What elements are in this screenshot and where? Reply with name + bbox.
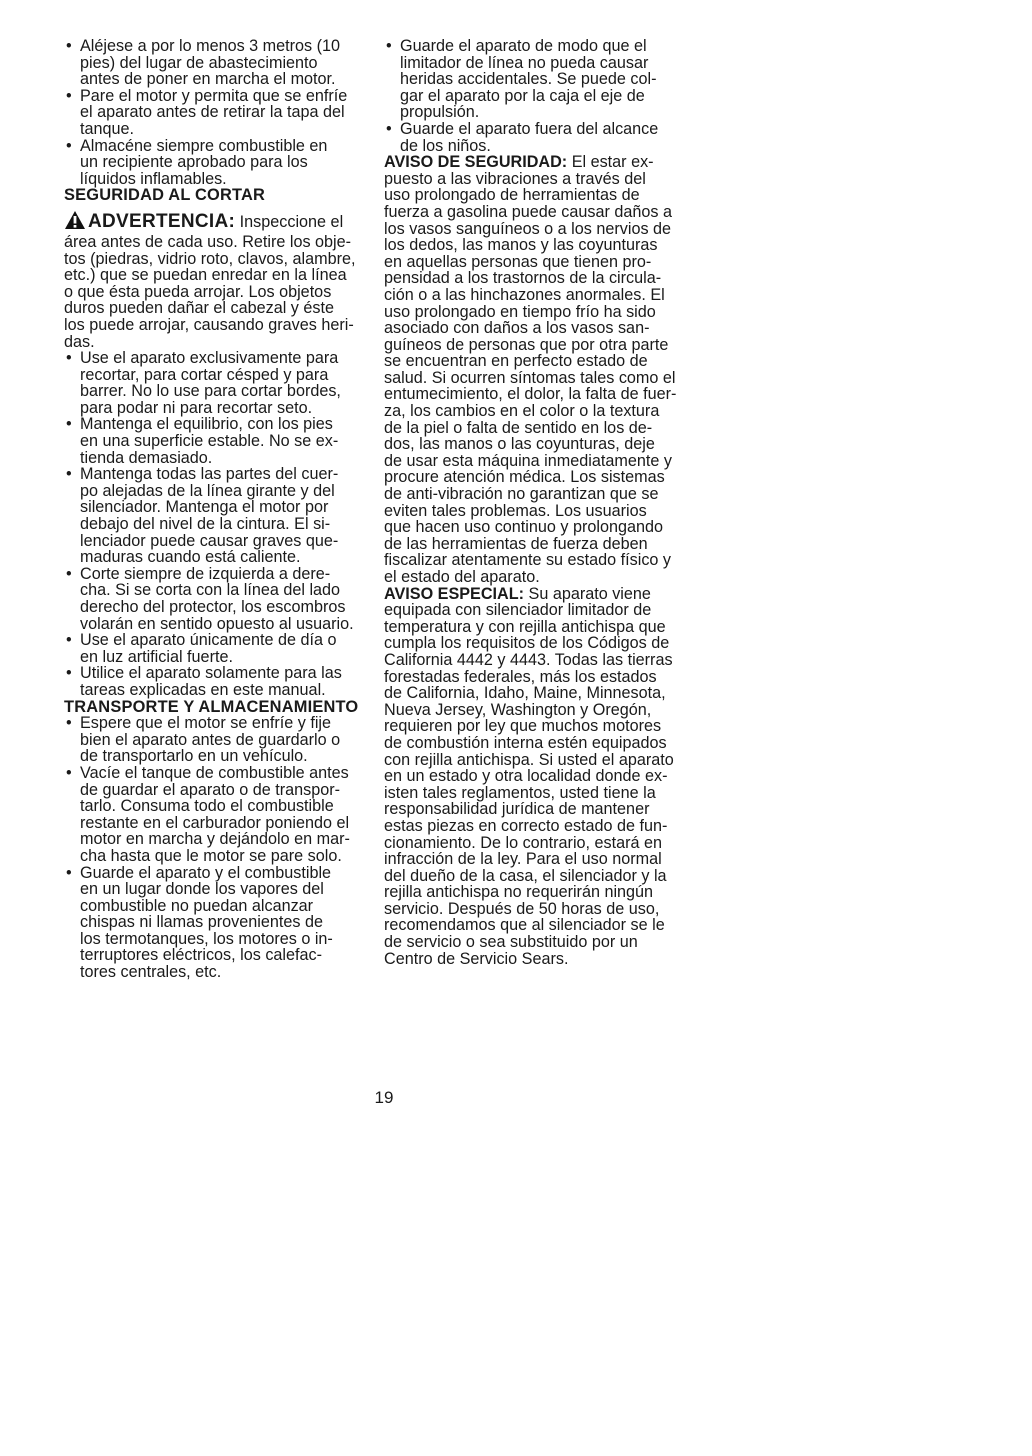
text-line: fiscalizar atentamente su estado físico y [384, 551, 672, 570]
text-line: área antes de cada uso. Retire los obje- [64, 232, 352, 251]
text-line: pensidad a los trastornos de la circula- [384, 269, 662, 288]
bullet-dot-icon: • [66, 465, 72, 484]
bullet-line-text: terruptores eléctricos, los calefac- [80, 946, 323, 965]
bullet-dot-icon: • [66, 631, 72, 650]
left-column [64, 38, 364, 981]
text-line: puesto a las vibraciones a través del [384, 169, 646, 188]
text-line: de California, Idaho, Maine, Minnesota, [384, 684, 666, 703]
text-line: o que ésta pueda arrojar. Los objetos [64, 282, 332, 301]
text-line: dos, las manos o las coyunturas, deje [384, 435, 655, 454]
text-line: temperatura y con rejilla antichispa que [384, 617, 666, 636]
text-line: infracción de la ley. Para el uso normal [384, 850, 662, 869]
bullet-dot-icon: • [66, 863, 72, 882]
bullet-line-text: de transportarlo en un vehículo. [80, 747, 308, 766]
text-line: requieren por ley que muchos motores [384, 717, 662, 736]
bullet-list-transport [64, 715, 364, 981]
bullet-line-text: debajo del nivel de la cintura. El si- [80, 515, 331, 534]
bullet-item [384, 121, 684, 154]
text-line: los dedos, las manos y las coyunturas [384, 236, 658, 255]
bullet-item [64, 88, 364, 138]
bullet-line-text: Guarde el aparato de modo que el [400, 37, 647, 55]
bullet-line-text: Espere que el motor se enfríe y fije [80, 714, 332, 733]
bullet-line-text: propulsión. [400, 103, 480, 122]
text-line: Centro de Servicio Sears. [384, 949, 569, 968]
bullet-dot-icon: • [66, 37, 72, 55]
bullet-item [64, 865, 364, 981]
bullet-line-text: Guarde el aparato fuera del alcance [400, 119, 659, 138]
bullet-line-text: en un lugar donde los vapores del [80, 880, 324, 899]
text-line: se encuentran en perfecto estado de [384, 352, 648, 371]
text-line: eviten tales problemas. Los usuarios [384, 501, 647, 520]
bullet-item [64, 665, 364, 698]
bullet-line-text: silenciador. Mantenga el motor por [80, 498, 329, 517]
text-line: procure atención médica. Los sistemas [384, 468, 665, 487]
text-line: de las herramientas de fuerza deben [384, 534, 648, 553]
text-line: de combustión interna estén equipados [384, 733, 667, 752]
text-line: el estado del aparato. [384, 568, 540, 586]
bullet-list-cutting [64, 350, 364, 698]
bullet-line-text: recortar, para cortar césped y para [80, 365, 329, 384]
text-line: cionamiento. De lo contrario, estará en [384, 833, 663, 852]
bullet-list-fuel [64, 38, 364, 187]
text-line: uso prolongado de herramientas de [384, 186, 640, 205]
bullet-item [64, 715, 364, 765]
bullet-line-text: Guarde el aparato y el combustible [80, 863, 332, 882]
bullet-item [64, 566, 364, 632]
text-line: con rejilla antichispa. Si usted el aparato [384, 750, 674, 769]
text-line: isten tales reglamentos, usted tiene la [384, 783, 656, 802]
bullet-line-text: Pare el motor y permita que se enfríe [80, 86, 348, 105]
bullet-dot-icon: • [66, 86, 72, 105]
safety-notice-label: AVISO DE SEGURIDAD: [384, 153, 568, 172]
bullet-item [64, 350, 364, 416]
heading-cutting-safety: SEGURIDAD AL CORTAR [64, 186, 266, 205]
bullet-dot-icon: • [66, 564, 72, 583]
bullet-item [64, 765, 364, 865]
bullet-line-text: bien el aparato antes de guardarlo o [80, 730, 341, 749]
text-line: responsabilidad jurídica de mantener [384, 800, 650, 819]
bullet-line-text: Utilice el aparato solamente para las [80, 664, 342, 683]
bullet-line-text: gar el aparato por la caja el eje de [400, 86, 645, 105]
bullet-dot-icon: • [66, 136, 72, 155]
page-number: 19 [374, 1088, 394, 1107]
right-column [384, 38, 684, 967]
bullet-dot-icon: • [386, 119, 392, 138]
text-line: de servicio o sea substituido por un [384, 933, 638, 952]
warning-header [64, 210, 364, 234]
bullet-line-text: Almacéne siempre combustible en [80, 136, 328, 155]
bullet-line-text: derecho del protector, los escombros [80, 598, 346, 616]
text-line: de anti-vibración no garantizan que se [384, 485, 659, 504]
bullet-line-text: Use el aparato exclusivamente para [80, 349, 339, 368]
bullet-line-text: volarán en sentido opuesto al usuario. [80, 614, 354, 633]
bullet-line-text: en una superficie estable. No se ex- [80, 432, 339, 451]
bullet-line-text: de los niños. [400, 136, 491, 155]
text-line: los puede arrojar, causando graves heri- [64, 315, 354, 334]
bullet-list-storage [384, 38, 684, 154]
bullet-line-text: Mantenga el equilibrio, con los pies [80, 415, 333, 434]
text-line: en aquellas personas que tienen pro- [384, 252, 652, 271]
bullet-dot-icon: • [66, 415, 72, 434]
bullet-line-text: el aparato antes de retirar la tapa del [80, 103, 345, 122]
text-line: del dueño de la casa, el silenciador y la [384, 866, 667, 885]
special-notice-first-line [384, 586, 684, 603]
bullet-item [64, 466, 364, 566]
bullet-line-text: antes de poner en marcha el motor. [80, 70, 336, 89]
text-line: entumecimiento, el dolor, la falta de fuer- [384, 385, 677, 404]
bullet-line-text: Aléjese a por lo menos 3 metros (10 [80, 37, 341, 55]
text-line: cumpla los requisitos de los Códigos de [384, 634, 670, 653]
text-line: recomendamos que al silenciador se le [384, 916, 665, 935]
bullet-line-text: líquidos inflamables. [80, 169, 227, 188]
bullet-dot-icon: • [66, 714, 72, 733]
text-line: fuerza a gasolina puede causar daños a [384, 202, 672, 221]
bullet-line-text: tarlo. Consuma todo el combustible [80, 797, 334, 816]
bullet-line-text: lenciador puede causar graves que- [80, 531, 339, 550]
safety-notice-text [384, 171, 684, 586]
text-line: asociado con daños a los vasos san- [384, 319, 650, 338]
text-line: forestadas federales, más los estados [384, 667, 657, 686]
text-line: ción o a las hinchazones anormales. El [384, 285, 665, 304]
bullet-line-text: maduras cuando está caliente. [80, 548, 301, 567]
bullet-line-text: motor en marcha y dejándolo en mar- [80, 830, 350, 849]
bullet-line-text: restante en el carburador poniendo el [80, 813, 350, 832]
bullet-item [64, 38, 364, 88]
text-line: za, los cambios en el color o la textura [384, 402, 660, 421]
bullet-line-text: Mantenga todas las partes del cuer- [80, 465, 339, 484]
bullet-line-text: los termotanques, los motores o in- [80, 929, 333, 948]
special-notice-text [384, 602, 684, 967]
text-line: rejilla antichispa no requerirán ningún [384, 883, 654, 902]
bullet-line-text: cha hasta que le motor se pare solo. [80, 846, 342, 865]
bullet-dot-icon: • [66, 763, 72, 782]
text-line: etc.) que se puedan enredar en la línea [64, 266, 347, 285]
bullet-line-text: cha. Si se corta con la línea del lado [80, 581, 341, 600]
safety-notice-first: El estar ex- [571, 153, 654, 172]
bullet-line-text: para podar ni para recortar seto. [80, 398, 313, 417]
bullet-line-text: Corte siempre de izquierda a dere- [80, 564, 331, 583]
text-line: guíneos de personas que por otra parte [384, 335, 669, 354]
bullet-line-text: un recipiente aprobado para los [80, 153, 308, 172]
bullet-item [384, 38, 684, 121]
bullet-line-text: de guardar el aparato o de transpor- [80, 780, 341, 799]
text-line: de la piel o falta de sentido en los de- [384, 418, 653, 437]
bullet-line-text: pies) del lugar de abastecimiento [80, 53, 318, 72]
text-line: Nueva Jersey, Washington y Oregón, [384, 700, 652, 719]
bullet-line-text: chispas ni llamas provenientes de [80, 913, 323, 932]
text-line: California 4442 y 4443. Todas las tierras [384, 650, 673, 669]
warning-text-first: Inspeccione el [239, 212, 344, 231]
text-line: que hacen uso continuo y prolongando [384, 518, 664, 537]
bullet-dot-icon: • [66, 664, 72, 683]
bullet-item [64, 632, 364, 665]
bullet-line-text: tanque. [80, 119, 135, 138]
text-line: los vasos sanguíneos o a los nervios de [384, 219, 672, 238]
safety-notice-first-line [384, 154, 684, 171]
warning-text [64, 234, 364, 350]
text-line: servicio. Después de 50 horas de uso, [384, 899, 660, 918]
bullet-line-text: combustible no puedan alcanzar [80, 896, 314, 915]
bullet-dot-icon: • [66, 349, 72, 368]
warning-title: ADVERTENCIA: [88, 210, 236, 232]
bullet-line-text: Use el aparato únicamente de día o [80, 631, 337, 650]
bullet-line-text: tienda demasiado. [80, 448, 213, 467]
bullet-item [64, 416, 364, 466]
bullet-line-text: tareas explicadas en este manual. [80, 680, 326, 699]
warning-triangle-icon [64, 210, 86, 230]
bullet-item [64, 138, 364, 188]
special-notice-label: AVISO ESPECIAL: [384, 584, 525, 603]
text-line: das. [64, 332, 95, 351]
bullet-line-text: limitador de línea no pueda causar [400, 53, 649, 72]
heading-transport-storage: TRANSPORTE Y ALMACENAMIENTO [64, 697, 359, 716]
bullet-line-text: heridas accidentales. Se puede col- [400, 70, 657, 89]
text-line: de usar esta máquina inmediatamente y [384, 451, 672, 470]
special-notice-first: Su aparato viene [528, 584, 651, 603]
text-line: equipada con silenciador limitador de [384, 601, 652, 620]
text-line: tos (piedras, vidrio roto, clavos, alambre, [64, 249, 356, 268]
bullet-line-text: barrer. No lo use para cortar bordes, [80, 382, 341, 401]
text-line: duros pueden dañar el cabezal y éste [64, 299, 334, 318]
text-line: uso prolongado en tiempo frío ha sido [384, 302, 656, 321]
bullet-dot-icon: • [386, 37, 392, 55]
text-line: salud. Si ocurren síntomas tales como el [384, 368, 676, 387]
text-line: en un estado y otra localidad donde ex- [384, 767, 668, 786]
text-line: estas piezas en correcto estado de fun- [384, 816, 668, 835]
bullet-line-text: tores centrales, etc. [80, 963, 222, 982]
bullet-line-text: Vacíe el tanque de combustible antes [80, 763, 349, 782]
bullet-line-text: en luz artificial fuerte. [80, 647, 233, 666]
bullet-line-text: po alejadas de la línea girante y del [80, 481, 335, 500]
